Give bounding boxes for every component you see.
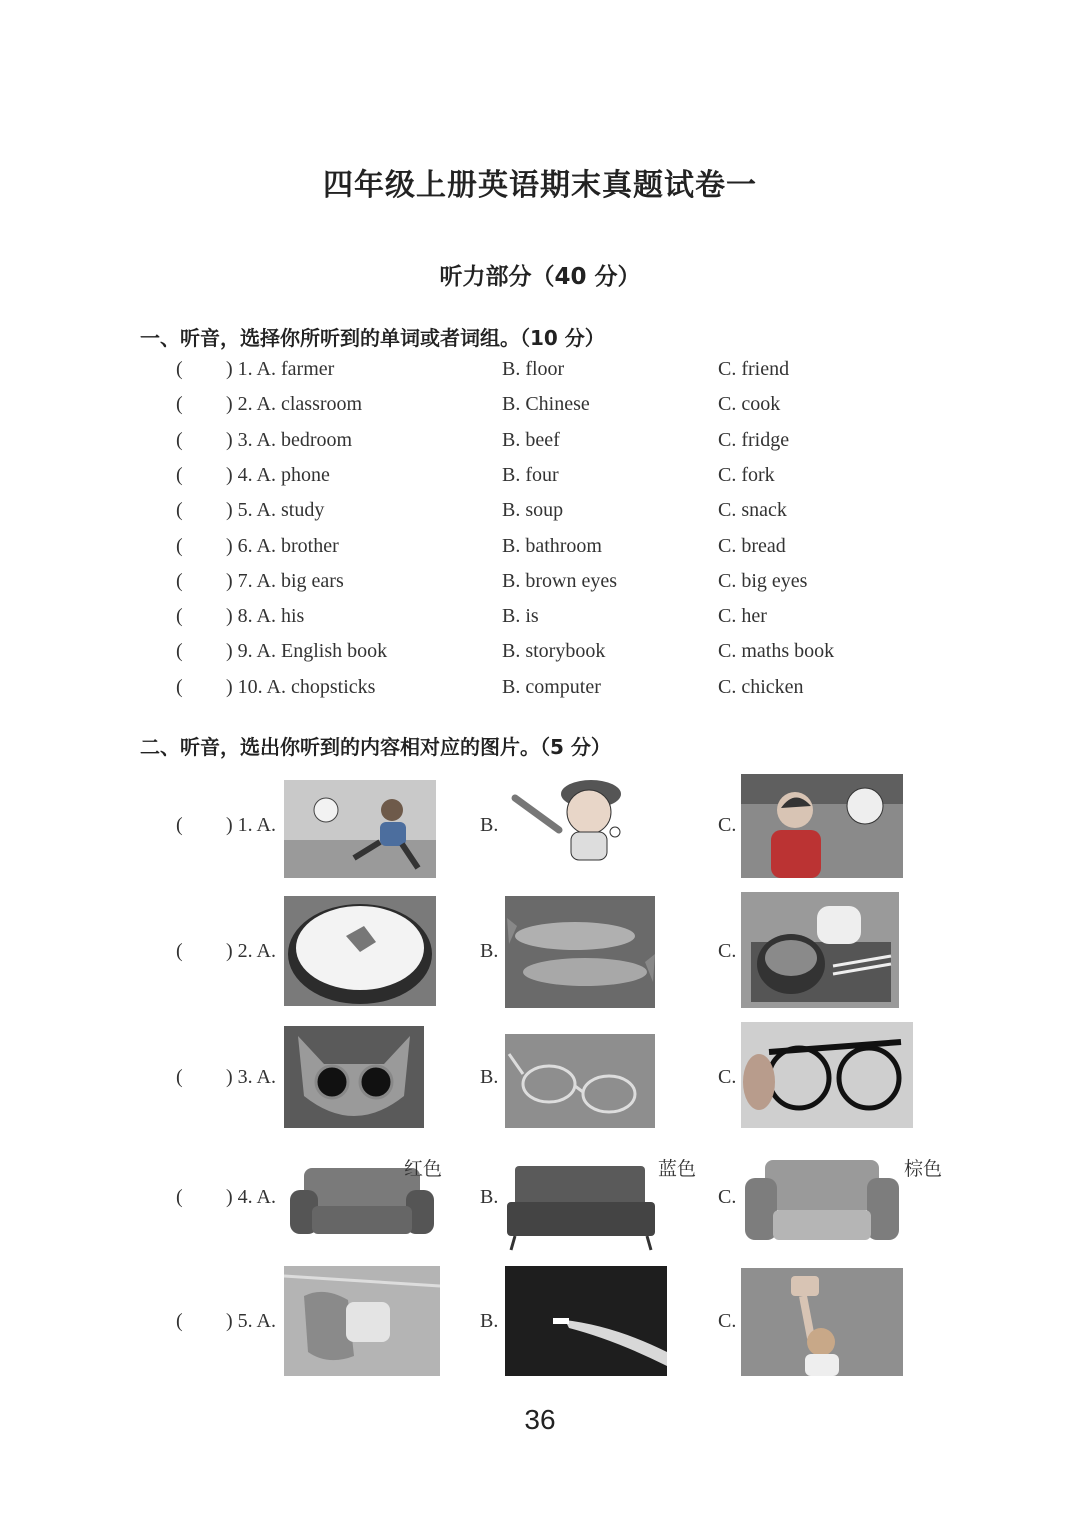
rice-bowl-picture — [284, 896, 436, 1006]
question-option-c: C. her — [718, 605, 767, 628]
answer-paren[interactable]: ( — [176, 534, 183, 557]
question-row — [0, 429, 1080, 459]
volleyball-player-picture — [741, 774, 903, 878]
section-title: 听力部分（40 分） — [439, 264, 641, 290]
question-option-a: ) 2. A. classroom — [226, 393, 363, 416]
answer-paren[interactable]: ( — [176, 1066, 183, 1088]
blue-sofa-picture — [505, 1160, 657, 1252]
question-option-c: C. maths book — [718, 640, 835, 663]
question-option-a: ) 8. A. his — [226, 605, 305, 628]
question-option-b: B. computer — [502, 675, 601, 698]
question-row — [0, 393, 1080, 423]
question-option-a: ) 7. A. big ears — [226, 569, 344, 592]
cat-sunglasses-picture — [284, 1026, 424, 1128]
answer-paren[interactable]: ( — [176, 675, 183, 698]
holding-glasses-picture — [741, 1022, 913, 1128]
option-b-label: B. — [480, 1310, 499, 1332]
soup-meal-picture — [741, 892, 899, 1008]
picture-question-2 — [0, 890, 1080, 1010]
color-note-red: 红色 — [404, 1158, 443, 1180]
question-option-c: C. fork — [718, 463, 775, 486]
fish-picture — [505, 896, 655, 1008]
color-note-brown: 棕色 — [904, 1158, 943, 1180]
question-option-b: B. is — [502, 605, 539, 628]
page-title: 四年级上册英语期末真题试卷一 — [323, 168, 757, 203]
question-option-a: ) 4. A. phone — [226, 463, 330, 486]
answer-paren[interactable]: ( — [176, 358, 183, 380]
picture-question-4 — [0, 1146, 1080, 1256]
question-option-b: B. storybook — [502, 640, 606, 663]
question-option-b: B. bathroom — [502, 534, 602, 557]
picture-question-3 — [0, 1020, 1080, 1132]
picture-question-5 — [0, 1264, 1080, 1380]
option-b-label: B. — [480, 814, 499, 836]
question-option-c: C. friend — [718, 358, 790, 380]
brown-armchair-picture — [741, 1156, 903, 1252]
answer-paren[interactable]: ( — [176, 940, 183, 962]
question-option-c: C. bread — [718, 534, 786, 557]
question-row — [0, 605, 1080, 635]
question-option-b: B. beef — [502, 428, 560, 451]
color-note-blue: 蓝色 — [658, 1158, 697, 1180]
writing-blackboard-picture — [505, 1266, 667, 1376]
question-label: ) 3. A. — [226, 1066, 276, 1088]
answer-paren[interactable]: ( — [176, 499, 183, 522]
question-option-a: ) 9. A. English book — [226, 640, 388, 663]
cleaning-wall-picture — [741, 1268, 903, 1376]
question-option-c: C. chicken — [718, 675, 804, 698]
part1-heading: 一、听音，选择你所听到的单词或者词组。（10 分） — [140, 326, 605, 350]
option-c-label: C. — [718, 1186, 737, 1208]
question-label: ) 2. A. — [226, 940, 276, 962]
question-option-c: C. fridge — [718, 428, 790, 451]
option-c-label: C. — [718, 814, 737, 836]
question-row — [0, 570, 1080, 600]
option-c-label: C. — [718, 1066, 737, 1088]
answer-paren[interactable]: ( — [176, 463, 183, 486]
cleaning-window-picture — [284, 1266, 440, 1376]
question-row — [0, 535, 1080, 565]
answer-paren[interactable]: ( — [176, 569, 183, 592]
question-option-b: B. floor — [502, 358, 565, 380]
option-b-label: B. — [480, 1186, 499, 1208]
question-label: ) 5. A. — [226, 1310, 276, 1332]
option-b-label: B. — [480, 1066, 499, 1088]
question-option-a: ) 5. A. study — [226, 499, 325, 522]
answer-paren[interactable]: ( — [176, 393, 183, 416]
answer-paren[interactable]: ( — [176, 428, 183, 451]
question-label: ) 4. A. — [226, 1186, 276, 1208]
part2-heading: 二、听音，选出你听到的内容相对应的图片。（5 分） — [140, 735, 611, 759]
question-row — [0, 676, 1080, 706]
question-option-a: ) 10. A. chopsticks — [226, 675, 376, 698]
question-option-c: C. cook — [718, 393, 781, 416]
question-row — [0, 358, 1080, 388]
question-option-a: ) 1. A. farmer — [226, 358, 335, 380]
answer-paren[interactable]: ( — [176, 1186, 183, 1208]
question-label: ) 1. A. — [226, 814, 276, 836]
question-option-b: B. Chinese — [502, 393, 590, 416]
question-option-b: B. brown eyes — [502, 569, 617, 592]
answer-paren[interactable]: ( — [176, 640, 183, 663]
option-b-label: B. — [480, 940, 499, 962]
answer-paren[interactable]: ( — [176, 814, 183, 836]
baseball-kid-picture — [505, 770, 641, 878]
answer-paren[interactable]: ( — [176, 1310, 183, 1332]
question-option-c: C. snack — [718, 499, 787, 522]
option-c-label: C. — [718, 1310, 737, 1332]
glasses-on-table-picture — [505, 1034, 655, 1128]
question-option-b: B. four — [502, 463, 559, 486]
question-row — [0, 499, 1080, 529]
question-option-c: C. big eyes — [718, 569, 808, 592]
question-option-a: ) 6. A. brother — [226, 534, 339, 557]
option-c-label: C. — [718, 940, 737, 962]
question-row — [0, 640, 1080, 670]
question-option-b: B. soup — [502, 499, 564, 522]
picture-question-1 — [0, 770, 1080, 880]
question-row — [0, 464, 1080, 494]
soccer-kid-picture — [284, 780, 436, 878]
question-option-a: ) 3. A. bedroom — [226, 428, 353, 451]
page-number: 36 — [524, 1404, 556, 1435]
answer-paren[interactable]: ( — [176, 605, 183, 628]
